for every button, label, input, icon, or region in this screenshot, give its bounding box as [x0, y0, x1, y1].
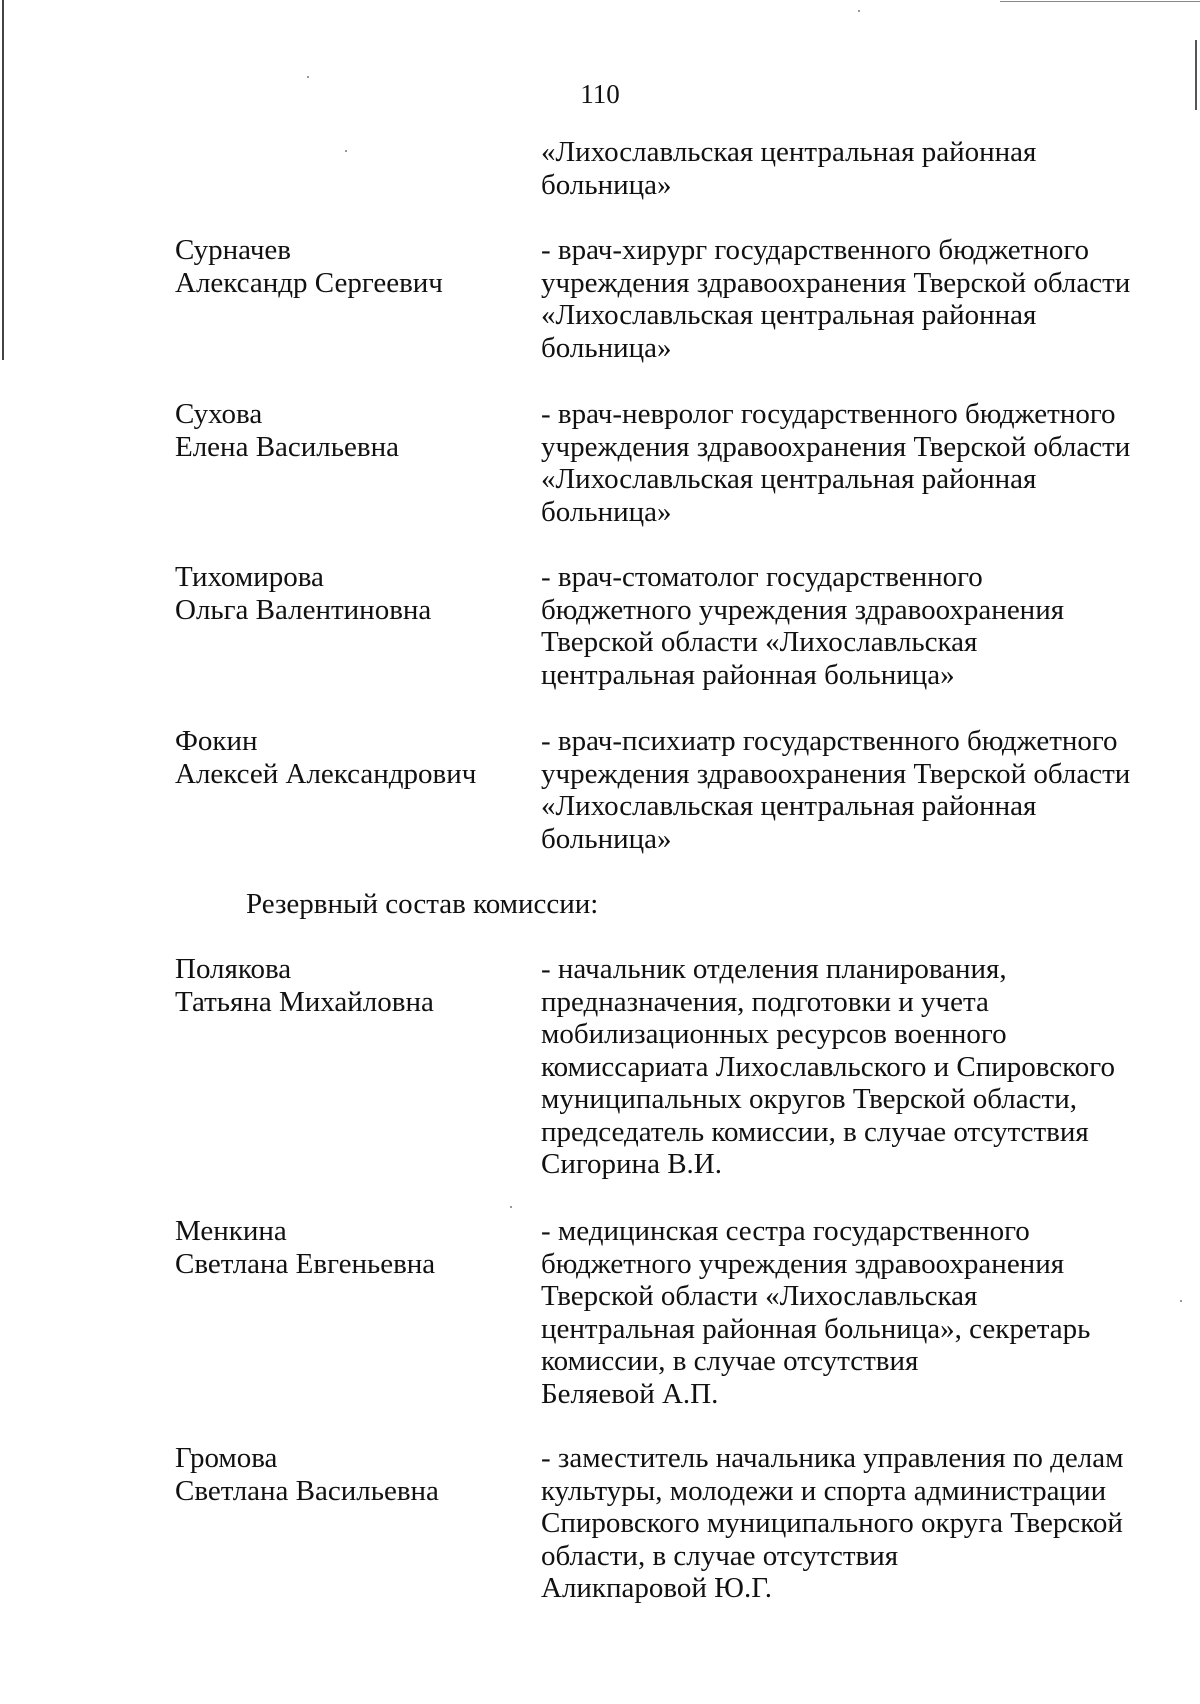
desc-line: Сигорина В.И.: [541, 1148, 722, 1180]
scan-speck: [858, 10, 860, 12]
scan-speck: [345, 150, 347, 152]
member-position: [541, 561, 1133, 691]
desc-line: культуры, молодежи и спорта администрации: [541, 1474, 1107, 1507]
desc-line: центральная районная больница»: [541, 658, 955, 691]
desc-line: предназначения, подготовки и учета: [541, 985, 989, 1018]
desc-line: Аликпаровой Ю.Г.: [541, 1572, 772, 1604]
member-surname: Тихомирова: [175, 561, 324, 593]
desc-line: учреждения здравоохранения Тверской области: [541, 430, 1131, 463]
desc-line: - врач-стоматолог государственного: [541, 561, 983, 593]
desc-line: центральная районная больница», секретарь: [541, 1312, 1091, 1345]
member-given-name: Александр Сергеевич: [175, 266, 443, 299]
desc-line: мобилизационных ресурсов военного: [541, 1018, 1007, 1050]
desc-line: председатель комиссии, в случае отсутствия: [541, 1115, 1089, 1148]
desc-line: комиссариата Лихославльского и Спировского: [541, 1050, 1115, 1083]
reserve-member-position: [541, 1215, 1133, 1410]
desc-line: бюджетного учреждения здравоохранения: [541, 1247, 1065, 1280]
member-surname: Громова: [175, 1442, 278, 1474]
desc-line: больница»: [541, 331, 672, 364]
member-position: [541, 398, 1133, 528]
scan-speck: [510, 1206, 512, 1208]
desc-line: больница»: [541, 822, 672, 855]
member-given-name: Ольга Валентиновна: [175, 593, 432, 626]
desc-line: «Лихославльская центральная районная: [541, 299, 1037, 331]
desc-line: - начальник отделения планирования,: [541, 953, 1007, 985]
member-surname: Полякова: [175, 953, 292, 985]
desc-line: области, в случае отсутствия: [541, 1539, 899, 1572]
desc-line: - медицинская сестра государственного: [541, 1215, 1030, 1247]
desc-line: - заместитель начальника управления по делам: [541, 1442, 1124, 1474]
member-given-name: Алексей Александрович: [175, 757, 477, 790]
member-surname: Фокин: [175, 725, 258, 757]
desc-line: - врач-психиатр государственного бюджетного: [541, 725, 1118, 757]
desc-line: «Лихославльская центральная районная: [541, 136, 1037, 168]
reserve-heading: Резервный состав комиссии:: [246, 888, 599, 920]
member-surname: Сухова: [175, 398, 263, 430]
desc-line: - врач-хирург государственного бюджетного: [541, 234, 1090, 266]
member-name: [175, 234, 535, 299]
desc-line: «Лихославльская центральная районная: [541, 463, 1037, 495]
reserve-member-position: [541, 953, 1133, 1181]
scan-edge-line: [2, 0, 4, 360]
desc-line: - врач-невролог государственного бюджетного: [541, 398, 1116, 430]
member-given-name: Светлана Евгеньевна: [175, 1247, 436, 1280]
desc-line: учреждения здравоохранения Тверской области: [541, 757, 1131, 790]
desc-line: «Лихославльская центральная районная: [541, 790, 1037, 822]
desc-line: больница»: [541, 168, 672, 201]
scan-speck: [1180, 1300, 1182, 1302]
desc-line: бюджетного учреждения здравоохранения: [541, 593, 1065, 626]
desc-line: муниципальных округов Тверской области,: [541, 1083, 1077, 1115]
desc-line: комиссии, в случае отсутствия: [541, 1345, 919, 1377]
reserve-member-name: [175, 953, 535, 1018]
desc-line: Спировского муниципального округа Тверской: [541, 1507, 1123, 1539]
member-surname: Сурначев: [175, 234, 291, 266]
member-name: [175, 561, 535, 626]
desc-line: учреждения здравоохранения Тверской области: [541, 266, 1131, 299]
page-number: 110: [580, 79, 620, 109]
scan-edge-line: [1000, 1, 1200, 2]
continuation-text: [541, 136, 1133, 201]
desc-line: Беляевой А.П.: [541, 1377, 719, 1410]
member-name: [175, 725, 535, 790]
reserve-member-position: [541, 1442, 1133, 1605]
desc-line: Тверской области «Лихославльская: [541, 1280, 978, 1312]
member-position: [541, 725, 1133, 855]
member-given-name: Светлана Васильевна: [175, 1474, 439, 1507]
reserve-member-name: [175, 1215, 535, 1280]
member-given-name: Татьяна Михайловна: [175, 985, 434, 1018]
member-name: [175, 398, 535, 463]
desc-line: больница»: [541, 495, 672, 528]
desc-line: Тверской области «Лихославльская: [541, 626, 978, 658]
member-position: [541, 234, 1133, 364]
reserve-member-name: [175, 1442, 535, 1507]
member-surname: Менкина: [175, 1215, 287, 1247]
member-given-name: Елена Васильевна: [175, 430, 399, 463]
